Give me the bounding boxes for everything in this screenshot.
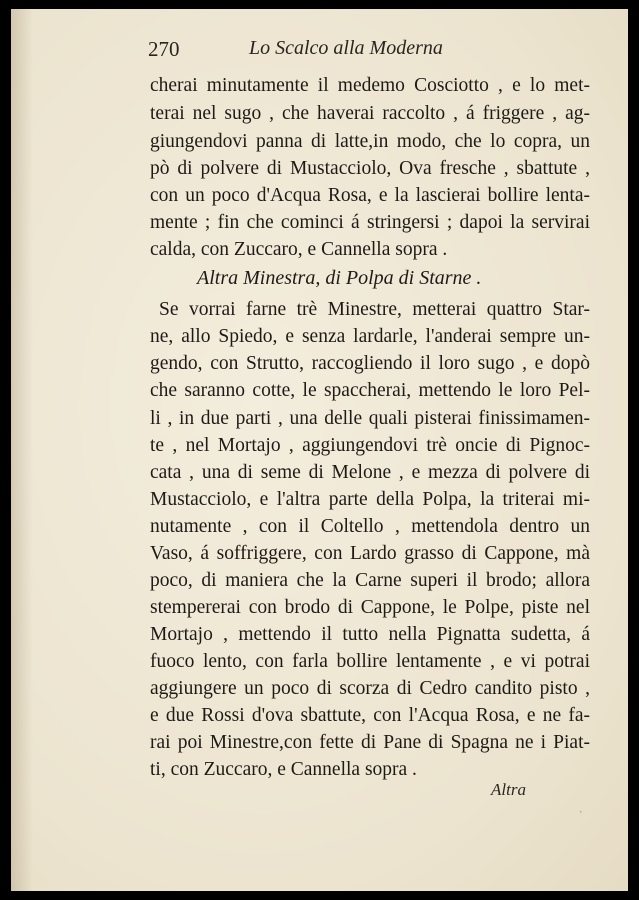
text-line: gendo, con Strutto, raccogliendo il loro sugo , e dopò (150, 353, 590, 374)
text-line: pò di polvere di Mustacciolo, Ova fresche , sbattute , (150, 158, 590, 179)
text-line: fuoco lento, con farla bollire lentamente , e vi potrai (150, 651, 590, 672)
page-number: 270 (148, 37, 180, 61)
text-line: che saranno cotte, le spaccherai, mettendo le loro Pel- (150, 380, 590, 401)
faint-margin-mark: ᾿ (577, 808, 586, 826)
text-line: Se vorrai farne trè Minestre, metterai quattro Star- (159, 299, 590, 320)
text-line: Mustacciolo, e l'altra parte della Polpa, la triterai mi- (150, 489, 590, 510)
text-line: Mortajo , mettendo il tutto nella Pignatta sudetta, á (150, 624, 590, 645)
gutter-shadow (11, 9, 33, 891)
text-line: li , in due parti , una delle quali pisterai finissimamen- (150, 408, 590, 429)
catchword: Altra (491, 780, 526, 799)
text-line: ne, allo Spiedo, e senza lardarle, l'anderai sempre un- (150, 326, 590, 347)
text-line: stempererai con brodo di Cappone, le Polpe, piste nel (150, 597, 590, 618)
text-line: e due Rossi d'ova sbattute, con l'Acqua Rosa, e ne fa- (150, 705, 590, 726)
text-line: cherai minutamente il medemo Cosciotto , e lo met- (150, 75, 590, 96)
text-line: ti, con Zuccaro, e Cannella sopra . (150, 759, 417, 780)
text-line: calda, con Zuccaro, e Cannella sopra . (150, 239, 448, 260)
running-title: Lo Scalco alla Moderna (249, 37, 443, 59)
section-heading: Altra Minestra, di Polpa di Starne . (197, 267, 482, 289)
text-line: terai nel sugo , che haverai raccolto , á friggere , ag- (150, 103, 590, 124)
text-line: aggiungere un poco di scorza di Cedro candito pisto , (150, 678, 590, 699)
text-line: nutamente , con il Coltello , mettendola dentro un (150, 516, 590, 537)
text-line: giungendovi panna di latte,in modo, che lo copra, un (150, 131, 590, 152)
text-line: te , nel Mortajo , aggiungendovi trè oncie di Pignoc- (150, 435, 590, 456)
text-line: con un poco d'Acqua Rosa, e la lascierai bollire lenta- (150, 185, 590, 206)
text-line: rai poi Minestre,con fette di Pane di Spagna ne i Piat- (150, 732, 590, 753)
text-line: Vaso, á soffriggere, con Lardo grasso di Cappone, mà (150, 543, 590, 564)
text-line: cata , una di seme di Melone , e mezza di polvere di (150, 462, 590, 483)
book-page (11, 9, 628, 891)
page-header (11, 37, 628, 67)
text-line: mente ; fin che cominci á stringersi ; dapoi la servirai (150, 212, 590, 233)
text-line: poco, di maniera che la Carne superi il brodo; allora (150, 570, 590, 591)
